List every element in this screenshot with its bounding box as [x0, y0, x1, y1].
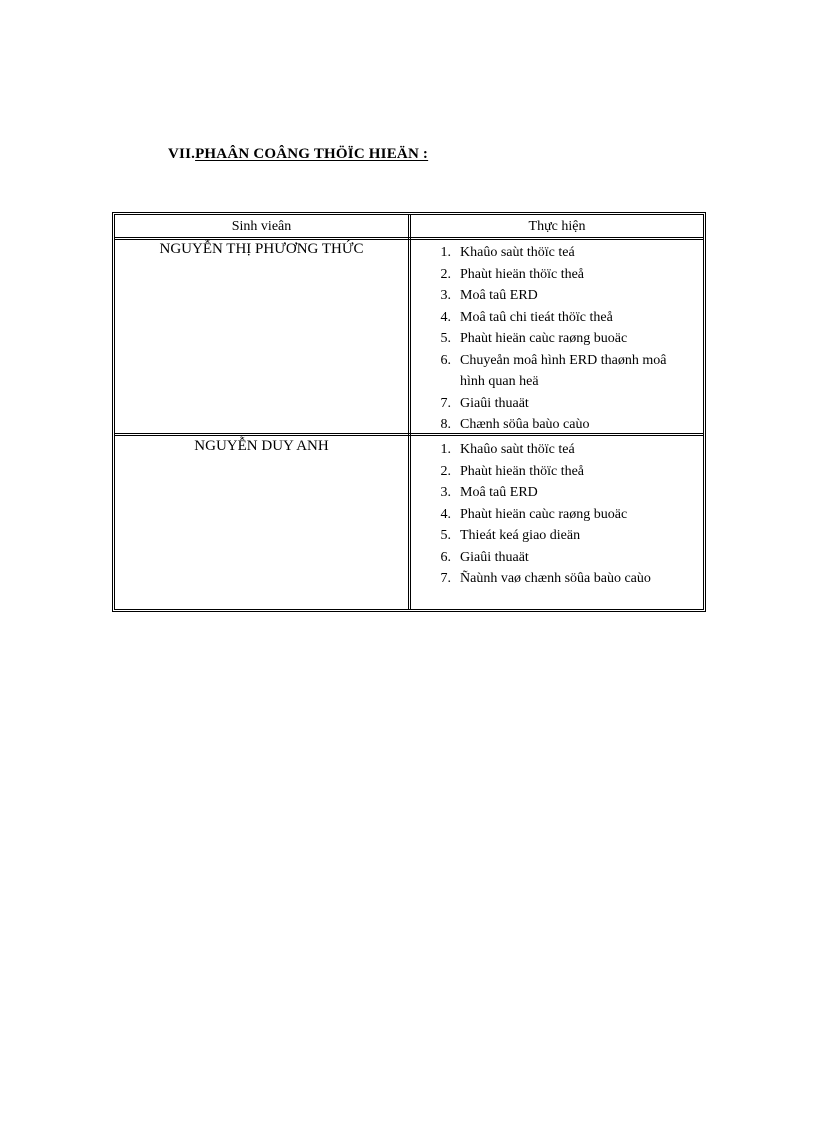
task-number: 3. — [440, 485, 451, 500]
task-number: 3. — [440, 288, 451, 303]
task-item — [411, 393, 703, 415]
task-text: Khaûo saùt thöïc teá — [460, 245, 575, 260]
task-text: Thieát keá giao dieän — [460, 528, 581, 543]
task-text: Moâ taû ERD — [460, 485, 538, 500]
task-item — [411, 264, 703, 286]
task-text: Khaûo saùt thöïc teá — [460, 442, 575, 457]
task-text: Phaùt hieän caùc raøng buoäc — [460, 331, 628, 346]
task-item — [411, 525, 703, 547]
task-item — [411, 547, 703, 569]
task-number: 8. — [440, 417, 451, 432]
task-item — [411, 439, 703, 461]
task-item — [411, 482, 703, 504]
header-student: Sinh vieân — [231, 219, 292, 234]
task-number: 6. — [440, 352, 451, 368]
task-item — [411, 504, 703, 526]
task-text: Moâ taû chi tieát thöïc theå — [460, 309, 613, 325]
task-text: Phaùt hieän caùc raøng buoäc — [460, 506, 628, 522]
task-item — [411, 307, 703, 329]
task-text: Chuyeån moâ hình ERD thaønh moâ hình quan heä — [460, 352, 667, 389]
task-item — [411, 568, 703, 590]
task-item — [411, 328, 703, 350]
task-number: 7. — [440, 395, 451, 411]
student-name-1: NGUYỄN THỊ PHƯƠNG THỨC — [159, 241, 364, 257]
section-heading — [168, 146, 428, 163]
task-item — [411, 461, 703, 483]
task-number: 7. — [440, 571, 451, 586]
header-tasks: Thực hiện — [528, 219, 586, 234]
task-text: Chænh söûa baùo caùo — [460, 417, 590, 432]
task-number: 2. — [440, 463, 451, 479]
task-item — [411, 414, 703, 436]
task-text: Giaûi thuaät — [460, 395, 529, 411]
task-number: 5. — [440, 528, 451, 543]
task-number: 4. — [440, 506, 451, 522]
section-number: VII. — [168, 146, 196, 162]
task-number: 6. — [440, 549, 451, 565]
task-text: Phaùt hieän thöïc theå — [460, 463, 585, 479]
task-item — [411, 350, 703, 393]
task-number: 5. — [440, 331, 451, 346]
task-item — [411, 285, 703, 307]
task-number: 4. — [440, 309, 451, 325]
task-text: Ñaùnh vaø chænh söûa baùo caùo — [460, 571, 651, 586]
task-item — [411, 242, 703, 264]
task-number: 1. — [440, 442, 451, 457]
task-list-2 — [411, 439, 703, 590]
section-title: PHAÂN COÂNG THÖÏC HIEÄN : — [195, 146, 429, 162]
task-number: 2. — [440, 266, 451, 282]
assignment-table — [112, 212, 706, 612]
task-list-1 — [411, 242, 703, 436]
student-name-2: NGUYỄN DUY ANH — [194, 438, 329, 454]
header-divider — [115, 237, 703, 240]
task-text: Phaùt hieän thöïc theå — [460, 266, 585, 282]
task-text: Moâ taû ERD — [460, 288, 538, 303]
task-number: 1. — [440, 245, 451, 260]
task-text: Giaûi thuaät — [460, 549, 529, 565]
